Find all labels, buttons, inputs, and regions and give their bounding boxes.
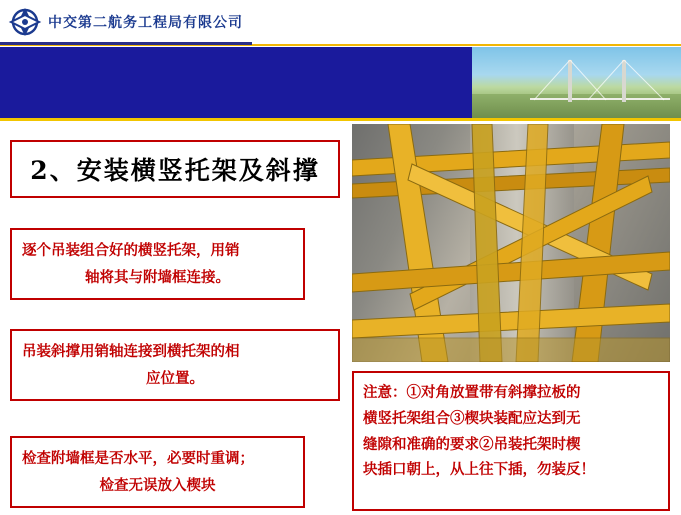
- slide-title-box: [10, 140, 340, 198]
- scaffold-bracket-photo: [352, 124, 670, 362]
- page-title: 2、安装横竖托架及斜撑: [30, 156, 320, 185]
- photo-steel-frame: [352, 124, 670, 362]
- note-line-4: 块插口朝上，从上往下插，勿装反！: [363, 462, 595, 479]
- bridge-cables: [472, 47, 681, 120]
- step-1-line-1: 逐个吊装组合好的横竖托架，用销: [22, 243, 240, 259]
- step-3-line-2: 检查无误放入楔块: [99, 477, 216, 494]
- company-name: 中交第二航务工程局有限公司: [48, 14, 243, 30]
- slide-content: [0, 124, 681, 515]
- step-3-line-1: 检查附墙框是否水平，必要时重调；: [22, 451, 254, 467]
- note-line-1: 注意：①对角放置带有斜撑拉板的: [363, 385, 581, 401]
- step-box-1: [10, 228, 305, 300]
- header-underline: [0, 42, 252, 45]
- step-1-line-2: 轴将其与附墙框连接。: [85, 269, 230, 286]
- bridge-photo: [472, 47, 681, 120]
- note-line-2: 横竖托架组合③楔块装配应达到无: [363, 410, 581, 427]
- note-line-3: 缝隙和准确的要求②吊装托架时楔: [363, 436, 581, 453]
- note-box: [352, 371, 670, 511]
- step-2-line-1: 吊装斜撑用销轴连接到横托架的相: [22, 344, 240, 360]
- title-banner: [0, 47, 681, 120]
- step-box-3: [10, 436, 305, 508]
- step-box-2: [10, 329, 340, 401]
- page-header: [0, 0, 681, 46]
- banner-yellow-rule: [0, 118, 681, 121]
- company-logo-icon: [8, 5, 42, 39]
- step-2-line-2: 应位置。: [146, 370, 204, 387]
